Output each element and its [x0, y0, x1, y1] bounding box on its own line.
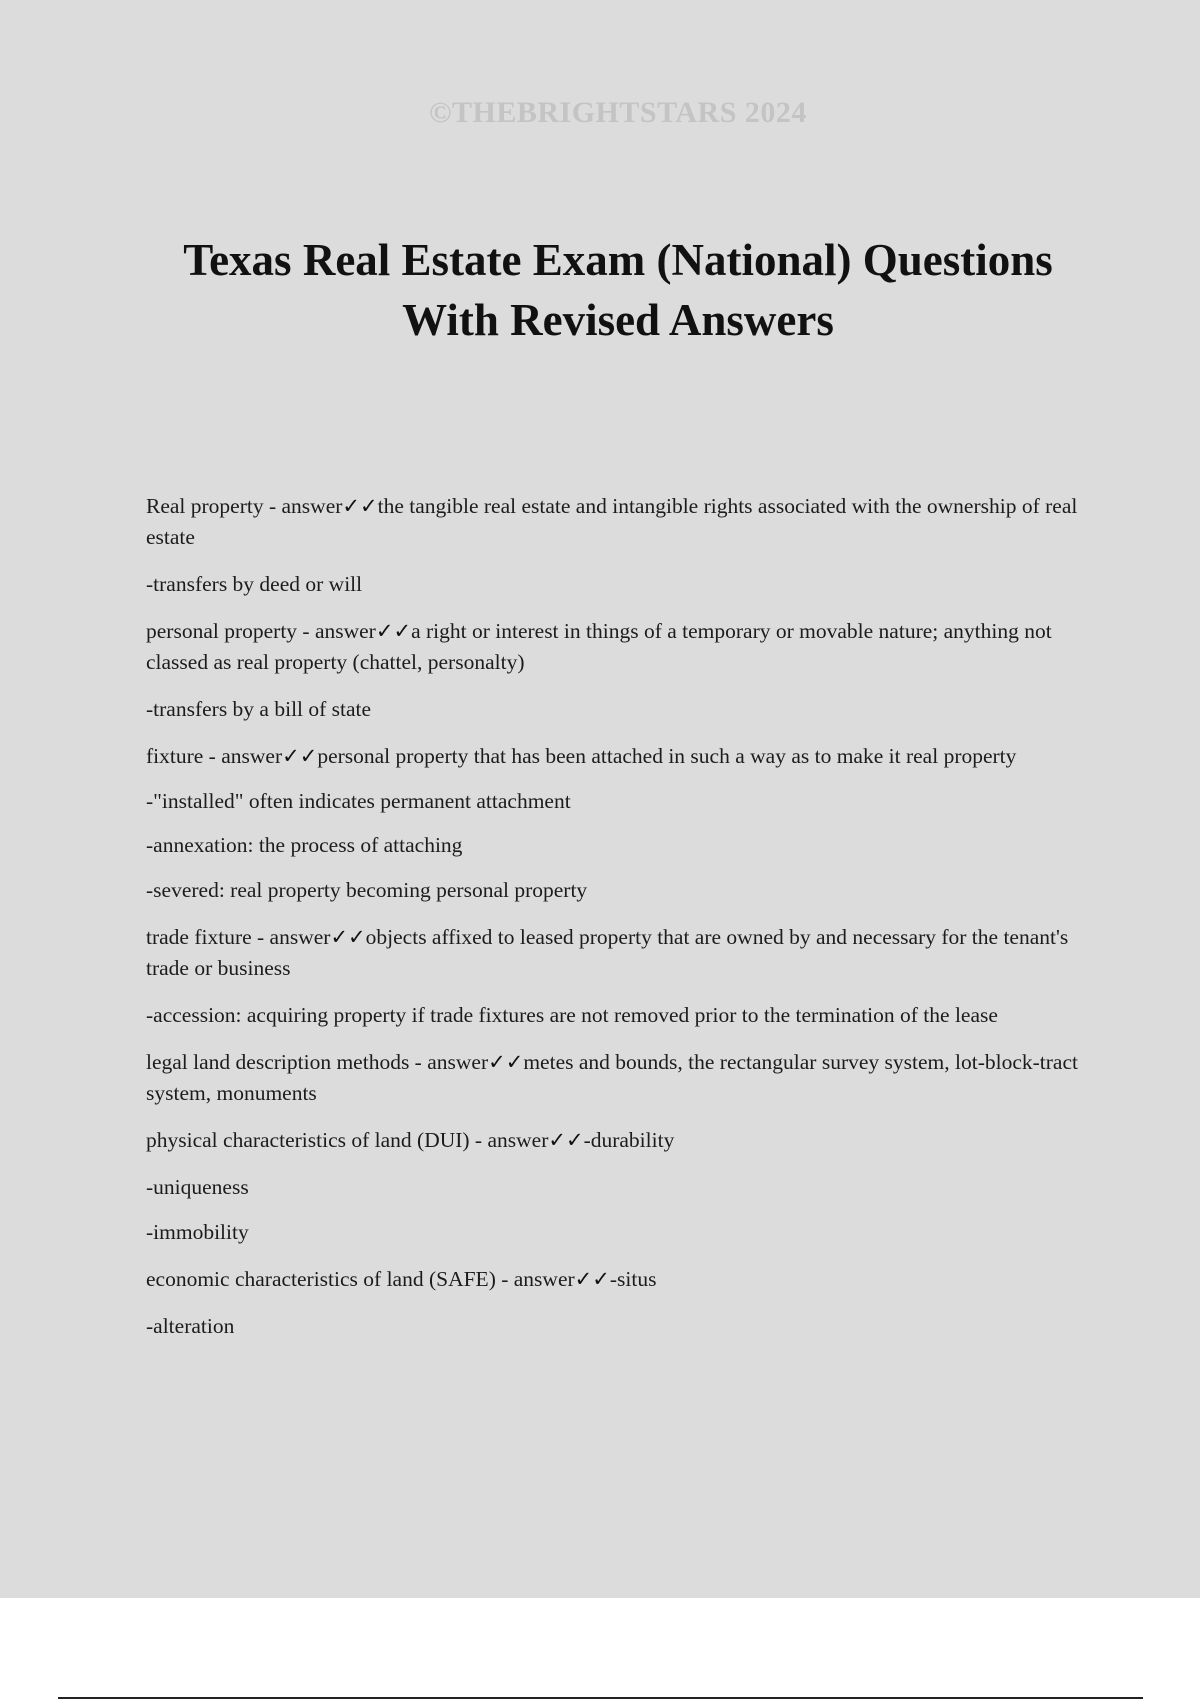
double-check-icon: ✓✓ — [330, 925, 366, 949]
entry-term: physical characteristics of land (DUI) - answer — [146, 1128, 549, 1152]
entry-note: -severed: real property becoming personal property — [146, 878, 588, 902]
entry-note: -alteration — [146, 1314, 235, 1338]
double-check-icon: ✓✓ — [375, 619, 412, 643]
entry-note: -accession: acquiring property if trade fixtures are not removed prior to the termination of the lease — [146, 1003, 998, 1027]
entry-note: -transfers by deed or will — [146, 572, 363, 596]
entry-definition: metes and bounds, the rectangular survey system, lot-block-tract system, monuments — [146, 1050, 1078, 1105]
entry-definition: -situs — [609, 1267, 657, 1291]
entry-definition: a right or interest in things of a temporary or movable nature; anything not classed as real property (chattel, personalty) — [146, 619, 1052, 674]
entry-note: -immobility — [146, 1220, 249, 1244]
qa-entry — [146, 1125, 1096, 1156]
entry-term: legal land description methods - answer — [146, 1050, 489, 1074]
qa-entry — [146, 741, 1096, 772]
entry-definition: the tangible real estate and intangible rights associated with the ownership of real estate — [146, 494, 1078, 549]
entry-definition: personal property that has been attached in such a way as to make it real property — [317, 744, 1017, 768]
entry-term: economic characteristics of land (SAFE) - answer — [146, 1267, 575, 1291]
page-title — [120, 230, 1116, 350]
qa-entry — [146, 922, 1096, 984]
double-check-icon: ✓✓ — [282, 744, 318, 768]
qa-entry — [146, 1047, 1096, 1109]
entry-note: -annexation: the process of attaching — [146, 833, 463, 857]
double-check-icon: ✓✓ — [548, 1128, 584, 1152]
entry-term: Real property - answer — [146, 494, 343, 518]
qa-entry — [146, 491, 1096, 553]
document-body — [146, 491, 1096, 1342]
double-check-icon: ✓✓ — [488, 1050, 524, 1074]
entry-term: fixture - answer — [146, 744, 283, 768]
entry-note: -transfers by a bill of state — [146, 697, 372, 721]
title-line-2: With Revised Answers — [402, 295, 834, 345]
double-check-icon: ✓✓ — [342, 494, 378, 518]
entry-note: -uniqueness — [146, 1175, 249, 1199]
watermark: ©THEBRIGHTSTARS 2024 — [429, 96, 807, 129]
entry-definition: -durability — [583, 1128, 675, 1152]
entry-note: -"installed" often indicates permanent attachment — [146, 789, 571, 813]
entry-term: personal property - answer — [146, 619, 376, 643]
title-line-1: Texas Real Estate Exam (National) Questions — [183, 235, 1053, 285]
qa-entry — [146, 1264, 1096, 1295]
entry-term: trade fixture - answer — [146, 925, 331, 949]
entry-definition: objects affixed to leased property that are owned by and necessary for the tenant's trade or business — [146, 925, 1069, 980]
qa-entry — [146, 616, 1096, 678]
double-check-icon: ✓✓ — [574, 1267, 610, 1291]
footer-rule — [58, 1697, 1143, 1699]
